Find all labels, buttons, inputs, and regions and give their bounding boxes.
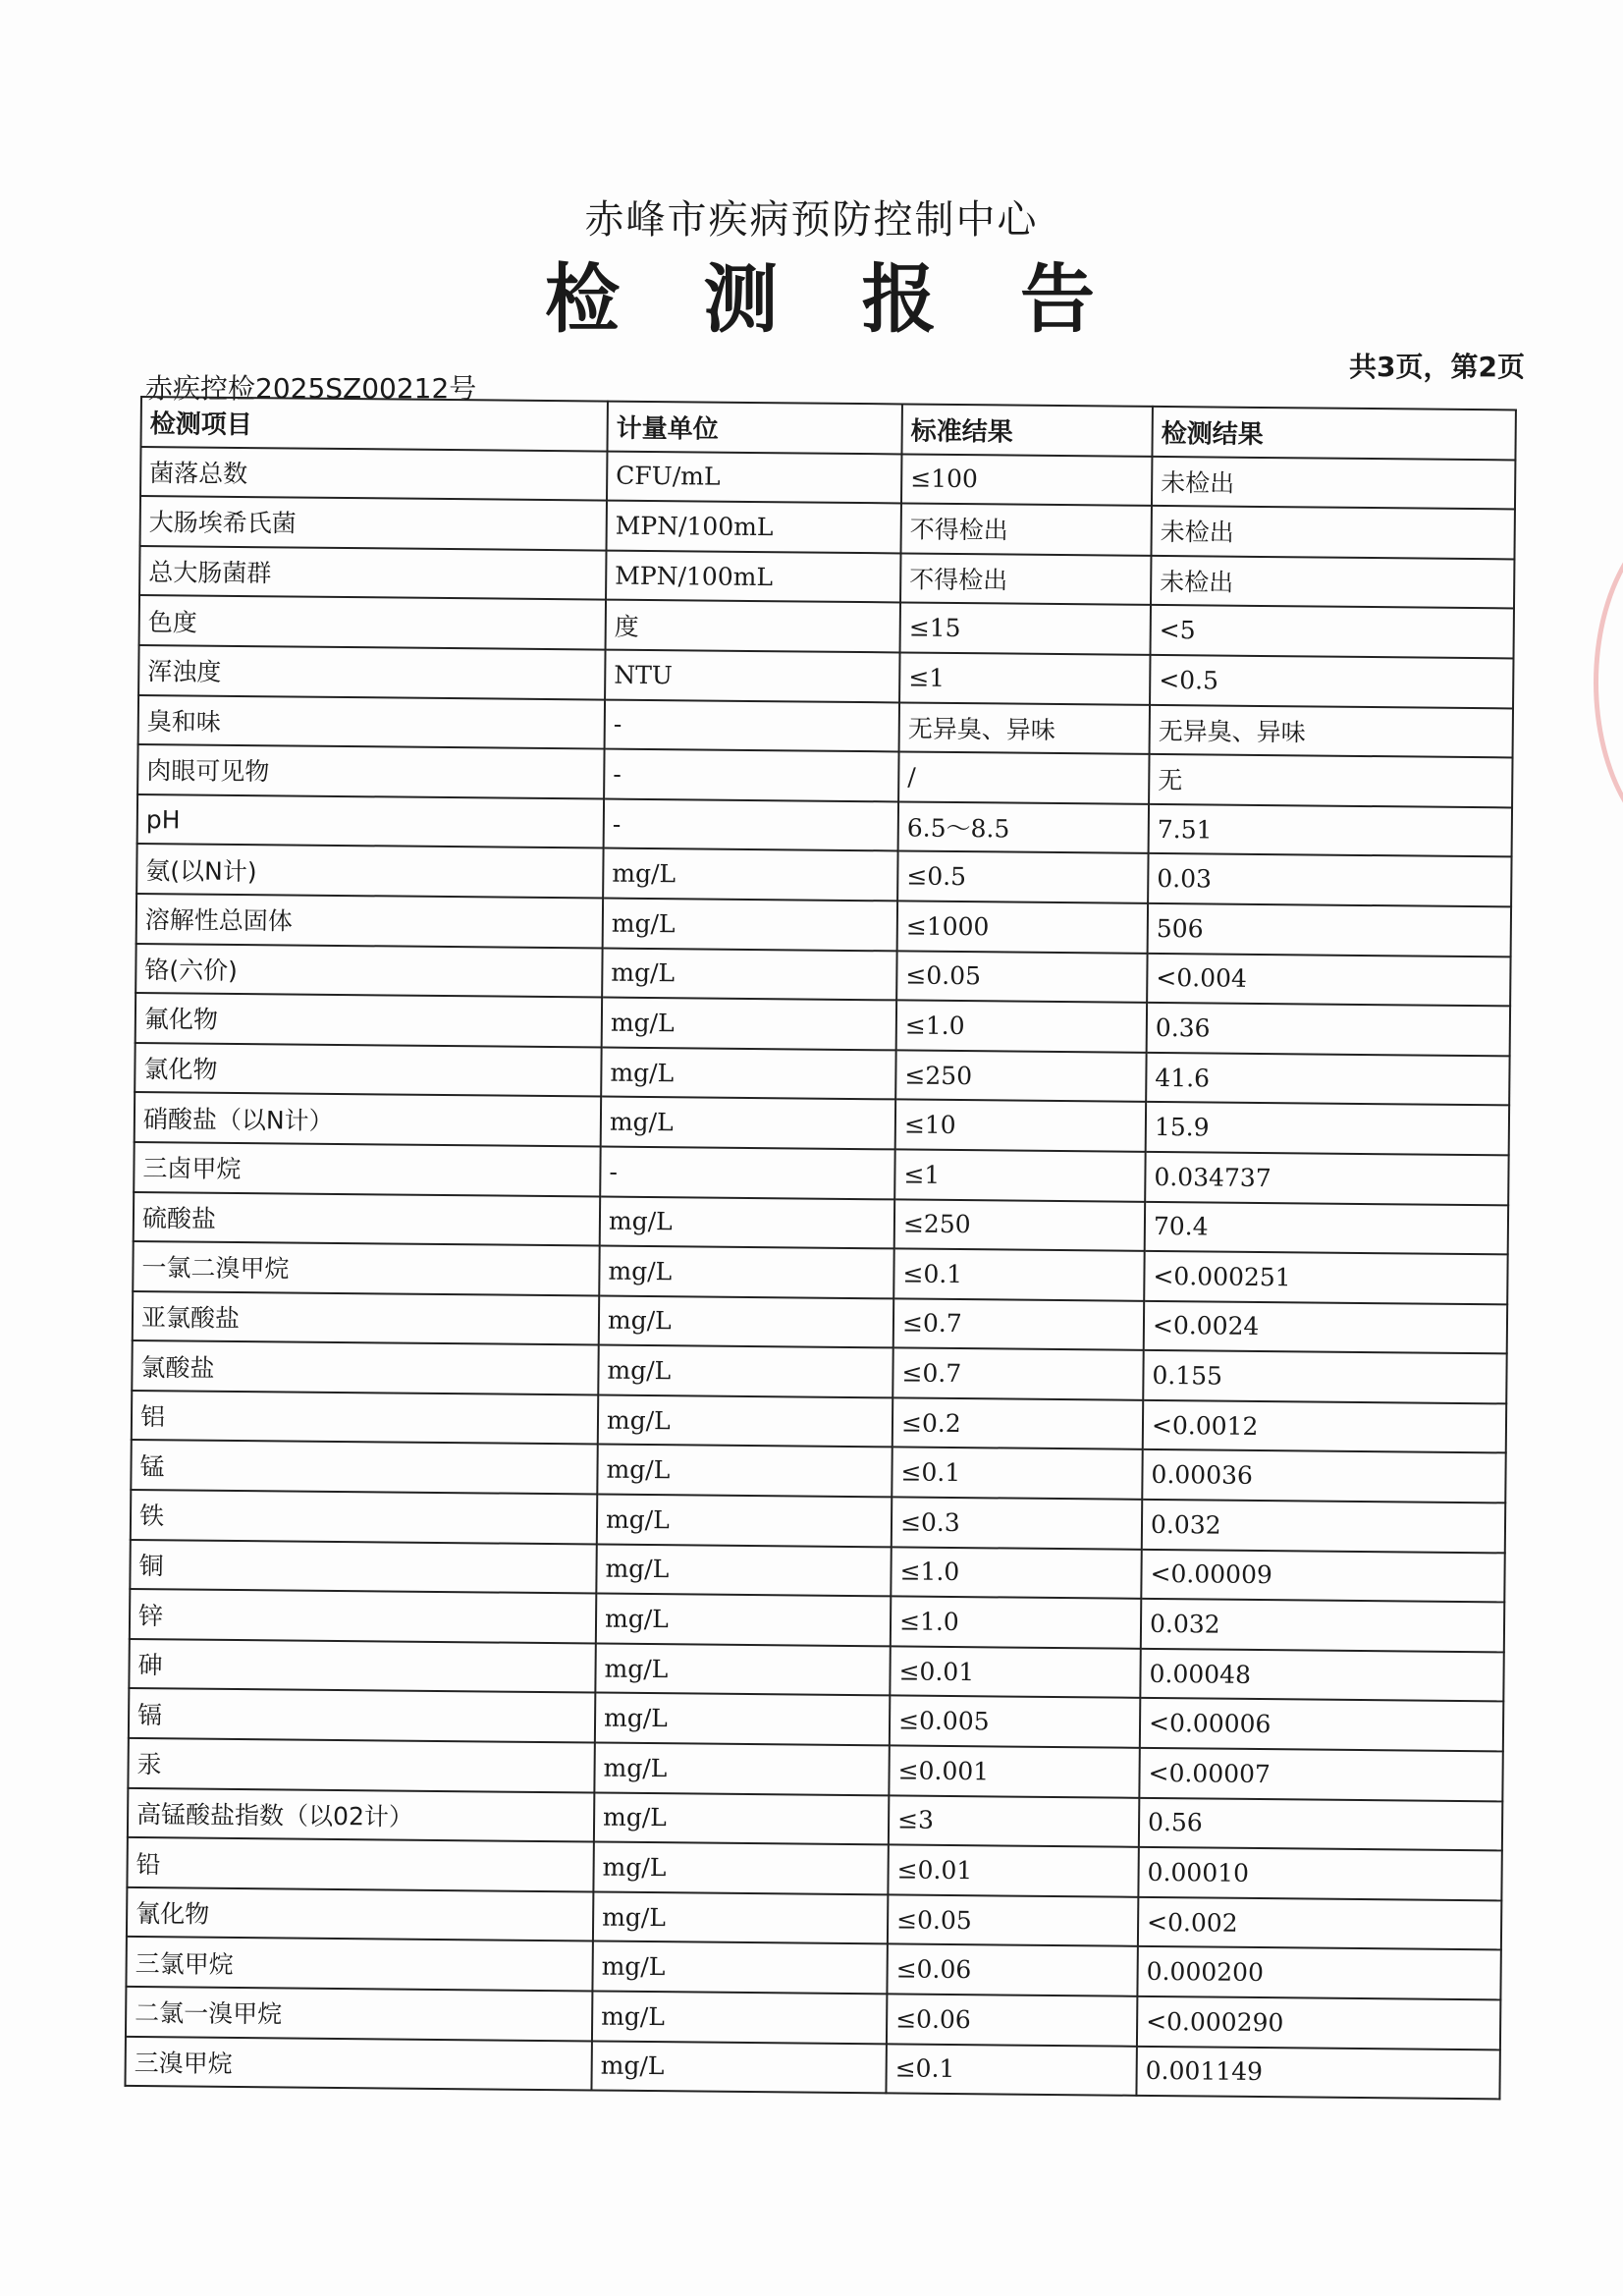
cell-item: 总大肠菌群 [139, 546, 606, 600]
cell-unit: mg/L [594, 1792, 889, 1844]
column-header-standard: 标准结果 [901, 404, 1152, 456]
cell-unit: - [605, 699, 899, 751]
cell-result: 0.00010 [1138, 1847, 1501, 1900]
cell-unit: mg/L [594, 1743, 889, 1795]
cell-result: <0.0012 [1143, 1400, 1506, 1453]
cell-standard: ≤0.05 [888, 1894, 1138, 1946]
title-char: 测 [703, 255, 779, 343]
cell-result: <0.004 [1147, 953, 1510, 1006]
cell-standard: ≤0.06 [887, 1994, 1137, 2046]
cell-standard: ≤1 [894, 1149, 1145, 1201]
cell-unit: mg/L [599, 1246, 893, 1298]
cell-standard: ≤15 [900, 603, 1151, 655]
cell-unit: - [600, 1146, 894, 1198]
title-char: 告 [1019, 255, 1095, 343]
document-title [545, 240, 1095, 347]
cell-item: 二氯一溴甲烷 [126, 1987, 592, 2041]
cell-standard: ≤0.3 [892, 1497, 1142, 1549]
cell-item: 镉 [129, 1688, 595, 1742]
cell-result: <0.0024 [1144, 1301, 1507, 1354]
cell-unit: mg/L [597, 1495, 892, 1547]
cell-item: 铬(六价) [135, 944, 602, 998]
cell-unit: mg/L [600, 1196, 894, 1248]
cell-unit: mg/L [592, 1991, 887, 2043]
cell-item: 铁 [131, 1490, 597, 1544]
column-header-unit: 计量单位 [607, 402, 901, 454]
report-number: 赤疾控检2025SZ00212号 [145, 372, 477, 405]
results-table [124, 396, 1516, 2101]
cell-result: 0.03 [1148, 853, 1511, 906]
cell-standard: 无异臭、异味 [899, 702, 1150, 754]
results-table-body [125, 447, 1515, 2100]
cell-item: 溶解性总固体 [136, 894, 603, 948]
cell-item: 三氯甲烷 [126, 1937, 592, 1991]
organization-name: 赤峰市疾病预防控制中心 [584, 197, 1039, 243]
cell-unit: mg/L [591, 2041, 886, 2093]
cell-unit: mg/L [595, 1643, 890, 1695]
cell-standard: ≤0.7 [893, 1298, 1144, 1350]
cell-standard: / [898, 752, 1149, 804]
cell-result: 0.56 [1139, 1797, 1502, 1850]
cell-result: 506 [1148, 903, 1511, 957]
cell-result: <0.00006 [1140, 1698, 1503, 1751]
column-header-result: 检测结果 [1152, 407, 1515, 460]
cell-unit: mg/L [603, 848, 897, 901]
cell-standard: ≤1.0 [896, 1001, 1147, 1053]
cell-standard: ≤0.01 [890, 1646, 1140, 1698]
cell-result: <0.000251 [1144, 1251, 1507, 1304]
cell-unit: mg/L [601, 1047, 895, 1099]
title-char: 检 [545, 255, 620, 343]
cell-item: 三卤甲烷 [134, 1142, 600, 1196]
cell-standard: ≤0.1 [893, 1249, 1144, 1301]
cell-standard: ≤250 [895, 1050, 1146, 1102]
cell-result: 0.00048 [1140, 1649, 1503, 1702]
cell-result: 41.6 [1146, 1053, 1509, 1106]
red-seal-stamp [1584, 511, 1623, 845]
cell-item: 铜 [130, 1540, 596, 1594]
cell-unit: mg/L [598, 1345, 893, 1397]
cell-result: 0.034737 [1145, 1152, 1508, 1205]
cell-item: 氯酸盐 [132, 1340, 598, 1394]
cell-item: 硝酸盐（以N计） [135, 1092, 601, 1146]
cell-unit: mg/L [597, 1445, 892, 1497]
cell-standard: ≤3 [889, 1795, 1139, 1847]
cell-unit: CFU/mL [607, 451, 901, 503]
cell-item: 浑浊度 [138, 645, 605, 699]
cell-unit: mg/L [599, 1295, 893, 1347]
cell-standard: ≤0.005 [890, 1696, 1140, 1748]
cell-item: 汞 [128, 1738, 594, 1792]
cell-standard: ≤250 [894, 1199, 1145, 1251]
cell-standard: 不得检出 [900, 504, 1151, 556]
cell-item: pH [137, 794, 604, 848]
cell-item: 肉眼可见物 [137, 744, 604, 798]
cell-item: 色度 [139, 595, 606, 649]
cell-standard: ≤1 [899, 652, 1150, 704]
cell-result: 7.51 [1149, 804, 1512, 857]
cell-item: 铅 [127, 1837, 593, 1891]
cell-item: 锰 [131, 1440, 597, 1494]
cell-unit: - [604, 798, 898, 850]
cell-unit: mg/L [593, 1891, 888, 1943]
page-info: 共3页，第2页 [1349, 351, 1525, 383]
cell-item: 砷 [129, 1639, 595, 1693]
cell-result: <0.000290 [1137, 1996, 1500, 2050]
cell-result: 0.155 [1143, 1350, 1506, 1403]
cell-standard: ≤0.001 [889, 1745, 1139, 1797]
cell-result: <0.5 [1150, 655, 1513, 708]
cell-unit: mg/L [601, 1097, 895, 1149]
cell-unit: MPN/100mL [606, 550, 900, 602]
cell-item: 氰化物 [127, 1887, 593, 1941]
cell-item: 一氯二溴甲烷 [133, 1241, 599, 1295]
cell-unit: mg/L [603, 898, 897, 950]
cell-result: 15.9 [1146, 1102, 1509, 1155]
cell-item: 铝 [132, 1391, 598, 1445]
cell-item: 高锰酸盐指数（以02计） [128, 1788, 594, 1842]
cell-standard: ≤0.05 [896, 951, 1147, 1003]
cell-standard: ≤1000 [897, 901, 1148, 953]
seal-ring [1594, 511, 1623, 845]
cell-unit: 度 [606, 600, 900, 652]
cell-standard: ≤1.0 [891, 1547, 1141, 1599]
cell-unit: mg/L [596, 1594, 891, 1646]
cell-unit: mg/L [598, 1394, 893, 1447]
cell-standard: ≤10 [895, 1100, 1146, 1152]
cell-result: 无 [1149, 754, 1512, 807]
cell-result: <0.00007 [1139, 1748, 1502, 1801]
cell-unit: mg/L [593, 1842, 888, 1894]
cell-unit: mg/L [602, 948, 896, 1000]
cell-item: 氟化物 [135, 993, 602, 1047]
cell-result: 未检出 [1151, 506, 1514, 559]
cell-item: 菌落总数 [140, 447, 607, 501]
cell-standard: ≤0.1 [886, 2044, 1136, 2096]
cell-result: 70.4 [1145, 1201, 1508, 1254]
cell-result: 无异臭、异味 [1150, 704, 1513, 757]
cell-item: 氨(以N计) [136, 844, 603, 898]
cell-standard: 不得检出 [900, 553, 1151, 605]
cell-result: 0.032 [1141, 1599, 1504, 1652]
cell-result: 0.000200 [1137, 1946, 1500, 1999]
cell-standard: ≤0.2 [893, 1397, 1143, 1449]
cell-standard: 6.5～8.5 [898, 801, 1149, 853]
cell-item: 臭和味 [138, 695, 605, 749]
cell-unit: - [604, 749, 898, 801]
cell-item: 硫酸盐 [134, 1191, 600, 1245]
cell-result: <0.002 [1138, 1897, 1501, 1950]
cell-standard: ≤1.0 [891, 1597, 1141, 1649]
cell-result: 0.00036 [1142, 1449, 1505, 1503]
cell-standard: ≤0.5 [897, 851, 1148, 903]
cell-standard: ≤100 [901, 454, 1152, 506]
cell-unit: mg/L [592, 1941, 887, 1994]
cell-unit: NTU [605, 650, 899, 702]
cell-result: <0.00009 [1141, 1549, 1504, 1602]
cell-standard: ≤0.06 [887, 1944, 1137, 1996]
cell-result: 0.001149 [1136, 2046, 1499, 2099]
cell-unit: mg/L [595, 1693, 890, 1745]
cell-result: 未检出 [1152, 456, 1515, 509]
cell-unit: mg/L [602, 998, 896, 1050]
cell-item: 亚氯酸盐 [133, 1291, 599, 1345]
cell-result: 0.36 [1147, 1003, 1510, 1056]
cell-result: 0.032 [1142, 1500, 1505, 1553]
cell-unit: mg/L [596, 1544, 891, 1596]
cell-unit: MPN/100mL [607, 501, 901, 553]
cell-item: 锌 [130, 1589, 596, 1643]
cell-standard: ≤0.1 [892, 1448, 1142, 1500]
cell-item: 大肠埃希氏菌 [140, 496, 607, 550]
title-char: 报 [861, 255, 937, 343]
cell-result: <5 [1151, 605, 1514, 658]
cell-standard: ≤0.01 [888, 1845, 1138, 1897]
cell-standard: ≤0.7 [893, 1348, 1143, 1400]
cell-result: 未检出 [1151, 556, 1514, 609]
cell-item: 氯化物 [135, 1043, 601, 1097]
column-header-item: 检测项目 [141, 397, 608, 451]
cell-item: 三溴甲烷 [125, 2037, 591, 2091]
